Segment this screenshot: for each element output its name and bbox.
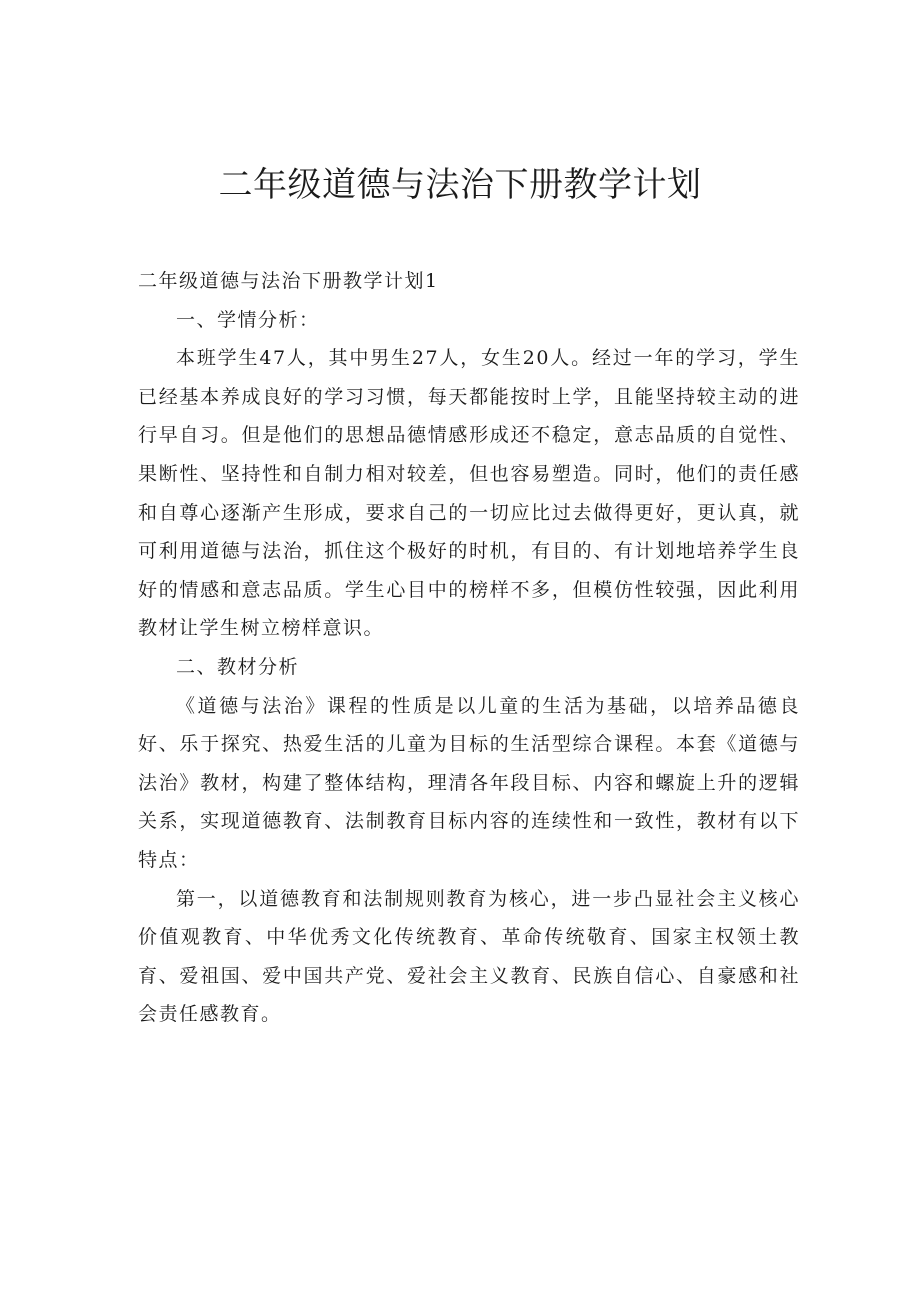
section-heading-student-analysis: 一、学情分析：	[176, 308, 320, 331]
paragraph-textbook-feature-one: 第一，以道德教育和法制规则教育为核心，进一步凸显社会主义核心价值观教育、中华优秀文化传统教育、革命传统敬育、国家主权领土教育、爱祖国、爱中国共产党、爱社会主义教育、民族自信心、自豪感和社会责任感教育。	[138, 887, 800, 1026]
document-subtitle: 二年级道德与法治下册教学计划1	[138, 270, 439, 292]
section-heading-textbook-analysis: 二、教材分析	[176, 655, 300, 678]
paragraph-student-analysis: 本班学生47人，其中男生27人，女生20人。经过一年的学习，学生已经基本养成良好的学习习惯，每天都能按时上学，且能坚持较主动的进行早自习。但是他们的思想品德情感形成还不稳定，意志品质的自觉性、果断性、坚持性和自制力相对较差，但也容易塑造。同时，他们的责任感和自尊心逐渐产生形成，要求自己的一切应比过去做得更好，更认真，就可利用道德与法治，抓住这个极好的时机，有目的、有计划地培养学生良好的情感和意志品质。学生心目中的榜样不多，但模仿性较强，因此利用教材让学生树立榜样意识。	[138, 347, 800, 640]
paragraph-textbook-nature: 《道德与法治》课程的性质是以儿童的生活为基础，以培养品德良好、乐于探究、热爱生活的儿童为目标的生活型综合课程。本套《道德与法治》教材，构建了整体结构，理清各年段目标、内容和螺旋上升的逻辑关系，实现道德教育、法制教育目标内容的连续性和一致性，教材有以下特点：	[138, 694, 800, 871]
page-title: 二年级道德与法治下册教学计划	[218, 165, 702, 205]
document-body	[138, 262, 800, 1034]
